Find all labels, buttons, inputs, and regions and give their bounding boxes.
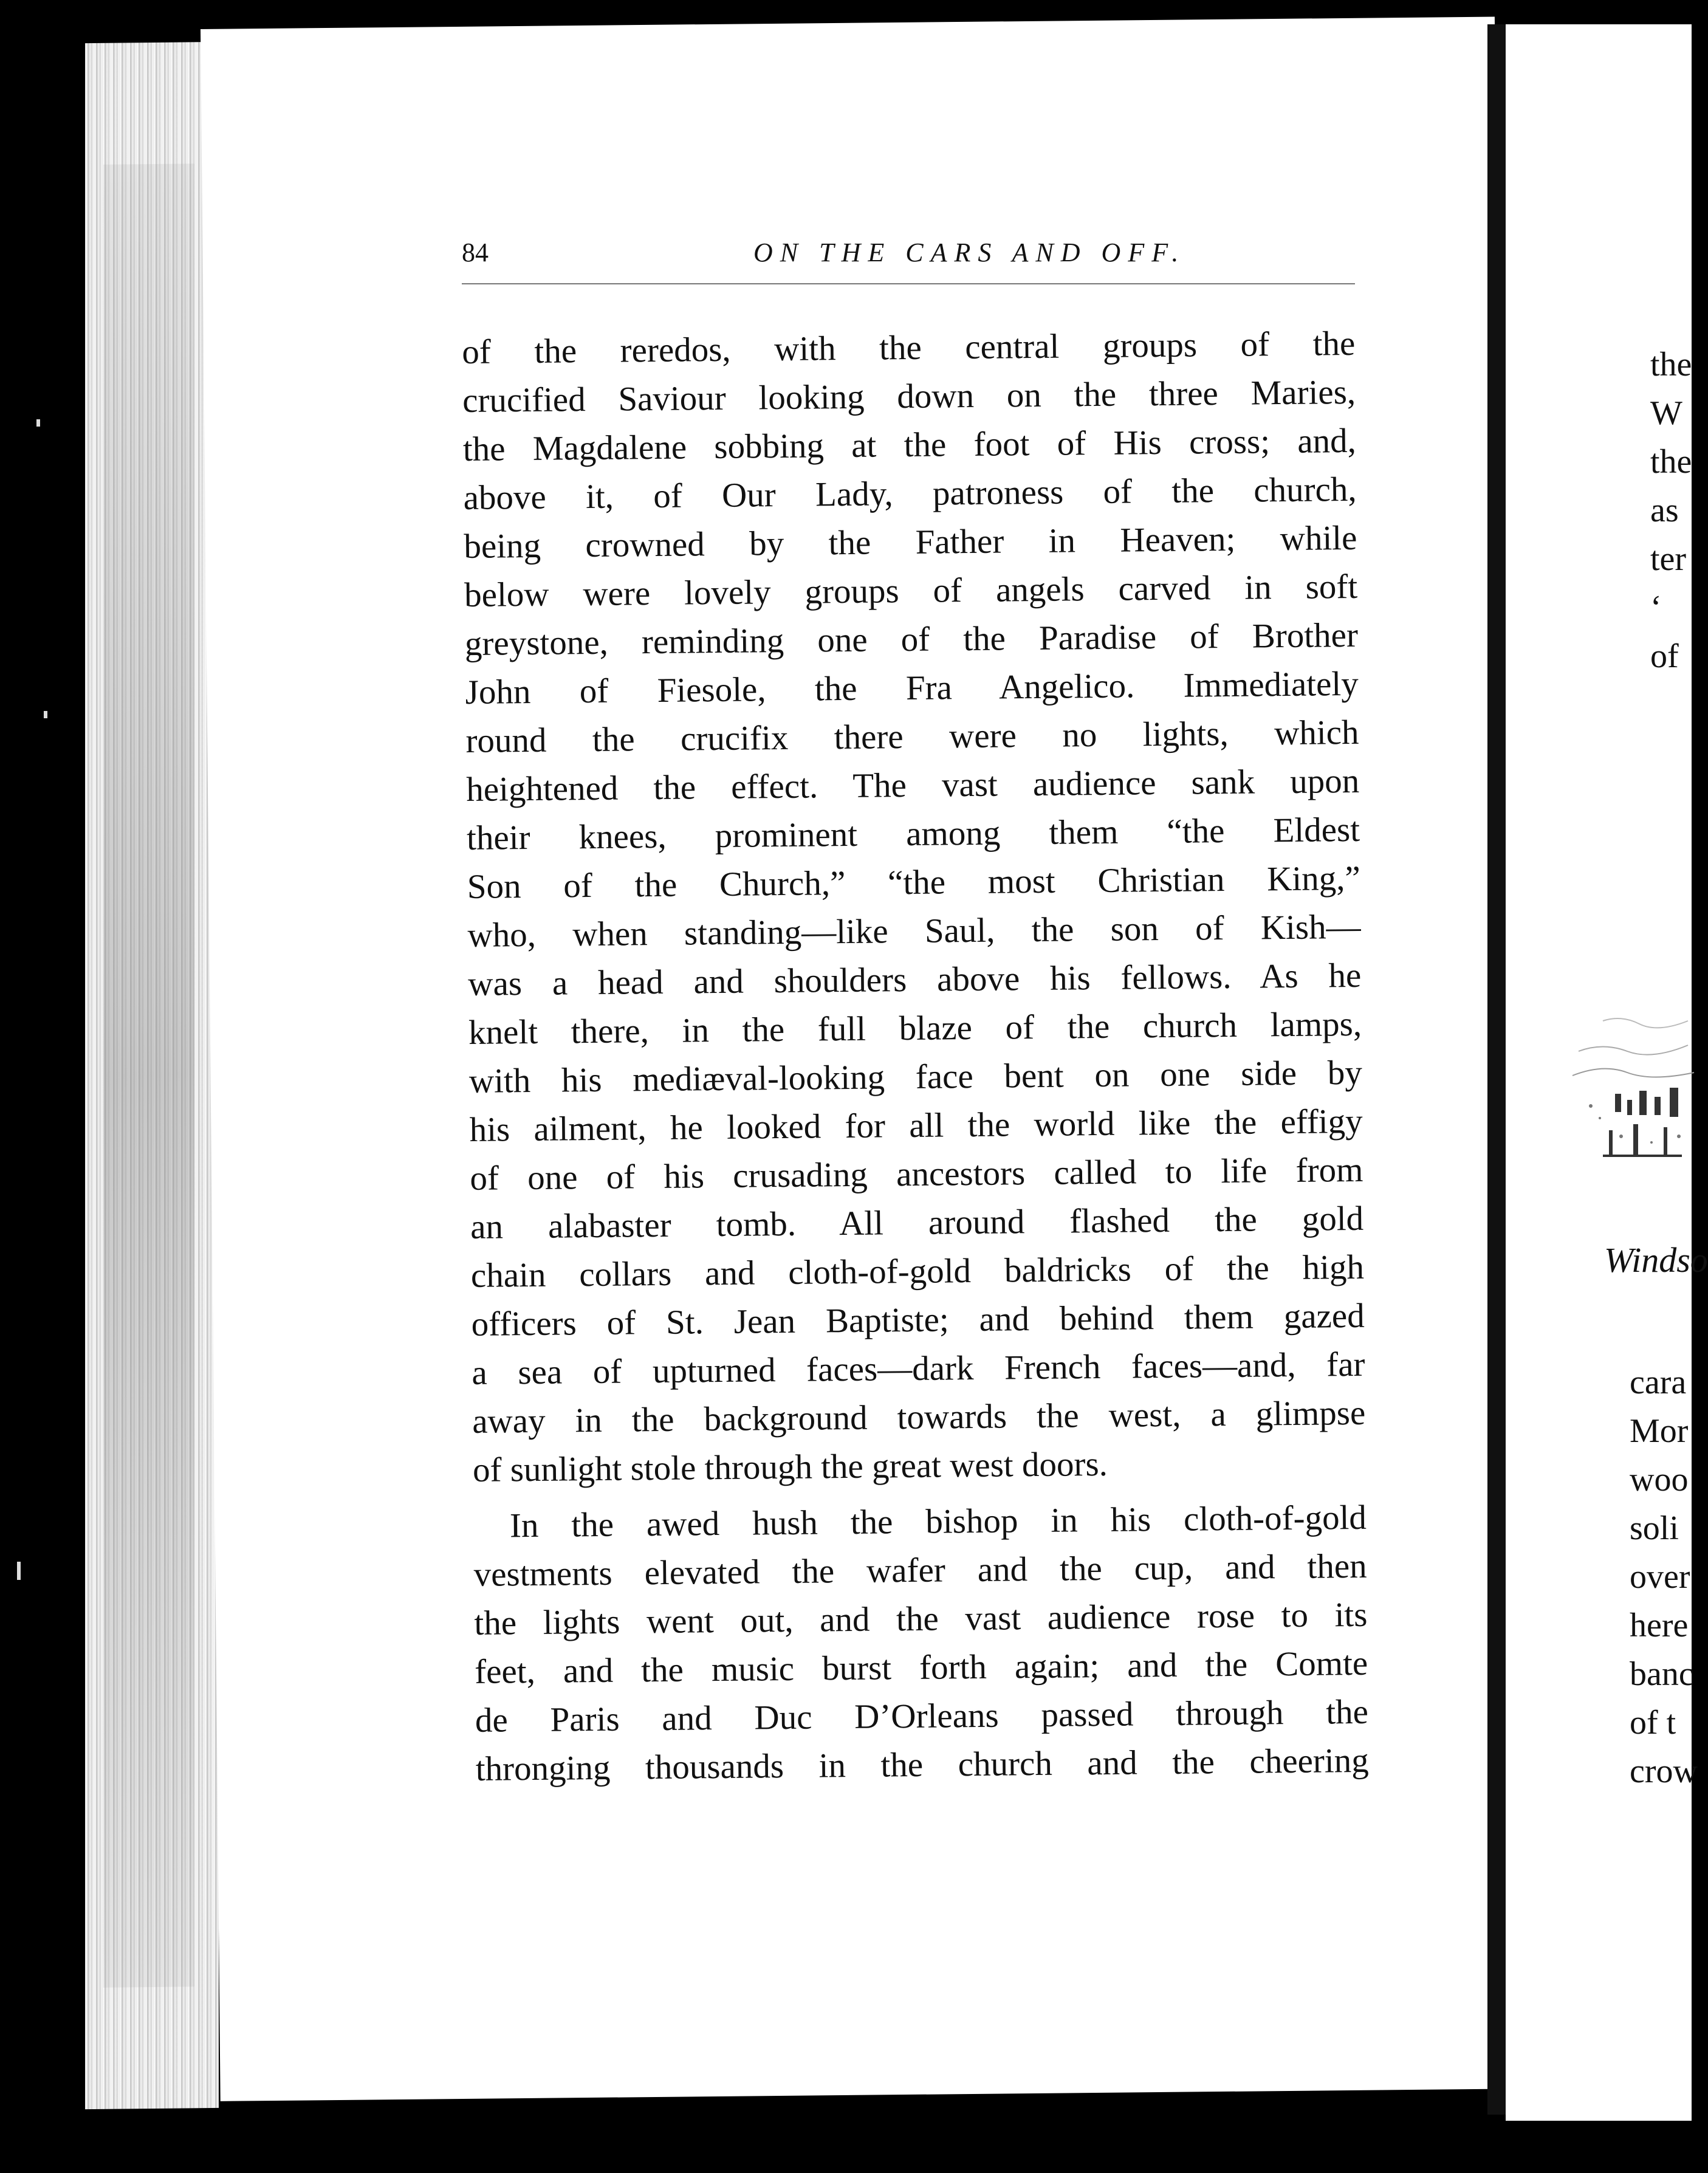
- text-fragment: banc: [1630, 1655, 1694, 1693]
- facing-page-upper-text: [1650, 340, 1692, 681]
- text-line: round the crucifix there were no lights, which: [465, 713, 1359, 760]
- text-fragment: of t: [1630, 1704, 1676, 1742]
- text-line: chain collars and cloth-of-gold baldricks of the high: [470, 1248, 1365, 1295]
- text-fragment: ter: [1650, 540, 1687, 578]
- text-line: his ailment, he looked for all the world like the effigy: [469, 1102, 1363, 1149]
- text-fragment: of: [1650, 637, 1679, 675]
- text-line: officers of St. Jean Baptiste; and behind them gazed: [471, 1296, 1365, 1344]
- text-line: away in the background towards the west, a glimpse: [472, 1393, 1366, 1441]
- text-line: feet, and the music burst forth again; and the Comte: [474, 1644, 1368, 1691]
- text-line: de Paris and Duc D’Orleans passed through the: [475, 1692, 1369, 1740]
- text-fragment: here: [1630, 1607, 1689, 1644]
- text-line: of one of his crusading ancestors called to life from: [470, 1150, 1363, 1198]
- text-line: being crowned by the Father in Heaven; while: [464, 518, 1357, 566]
- text-line: Son of the Church,” “the most Christian King,”: [467, 859, 1361, 906]
- text-fragment: woo: [1630, 1461, 1689, 1498]
- text-line: In the awed hush the bishop in his cloth-of-gold: [509, 1498, 1367, 1545]
- scan-speck: [36, 419, 40, 427]
- text-fragment: cara: [1630, 1364, 1687, 1401]
- text-line: knelt there, in the full blaze of the church lamps,: [468, 1004, 1362, 1052]
- text-line: heightened the effect. The vast audience sank upon: [465, 761, 1360, 809]
- text-line: with his mediæval-looking face bent on one side by: [468, 1053, 1363, 1100]
- running-head: [255, 237, 1379, 280]
- text-fragment: over: [1630, 1558, 1690, 1596]
- text-line: below were lovely groups of angels carved in soft: [464, 567, 1358, 614]
- facing-page-lower-text: [1630, 1358, 1698, 1796]
- book-page-edges: [85, 42, 219, 2109]
- text-line: thronging thousands in the church and the cheering: [475, 1741, 1369, 1788]
- body-text: [462, 320, 1369, 1794]
- paragraph: [473, 1494, 1370, 1794]
- illustration-caption: Windso: [1604, 1240, 1708, 1280]
- text-line: the lights went out, and the vast audience rose to its: [474, 1595, 1368, 1643]
- text-fragment: ‘: [1650, 589, 1662, 626]
- text-fragment: crow: [1630, 1752, 1698, 1790]
- text-fragment: the: [1650, 443, 1692, 481]
- text-line: greystone, reminding one of the Paradise of Brother: [464, 616, 1359, 663]
- running-title: ON THE CARS AND OFF.: [753, 238, 1186, 267]
- scan-speck: [17, 1562, 21, 1580]
- text-line: John of Fiesole, the Fra Angelico. Immediately: [465, 664, 1359, 712]
- header-rule: [462, 283, 1355, 284]
- text-fragment: soli: [1630, 1509, 1679, 1547]
- text-line: of the reredos, with the central groups of the: [462, 324, 1356, 371]
- text-line: an alabaster tomb. All around flashed the gold: [470, 1199, 1364, 1246]
- text-line: who, when standing—like Saul, the son of Kish—: [467, 907, 1361, 955]
- page-number: 84: [462, 238, 489, 267]
- text-line: of sunlight stole through the great west doors.: [472, 1444, 1108, 1489]
- text-line: vestments elevated the wafer and the cup, and then: [473, 1547, 1367, 1594]
- scan-speck: [44, 711, 47, 718]
- text-line: a sea of upturned faces—dark French faces—and, far: [472, 1345, 1365, 1392]
- text-line: crucified Saviour looking down on the three Maries,: [462, 372, 1356, 420]
- landscape-illustration: [1566, 972, 1692, 1264]
- text-line: above it, of Our Lady, patroness of the church,: [463, 470, 1357, 517]
- text-fragment: Mor: [1630, 1412, 1689, 1450]
- text-fragment: the: [1650, 346, 1692, 383]
- book-spine-gutter: [1487, 24, 1506, 2115]
- text-line: the Magdalene sobbing at the foot of His cross; and,: [462, 421, 1357, 469]
- text-fragment: as: [1650, 492, 1679, 529]
- paragraph: [462, 320, 1366, 1495]
- text-line: their knees, prominent among them “the Eldest: [466, 810, 1360, 857]
- text-line: was a head and shoulders above his fellows. As he: [468, 956, 1362, 1003]
- text-fragment: W: [1650, 394, 1682, 432]
